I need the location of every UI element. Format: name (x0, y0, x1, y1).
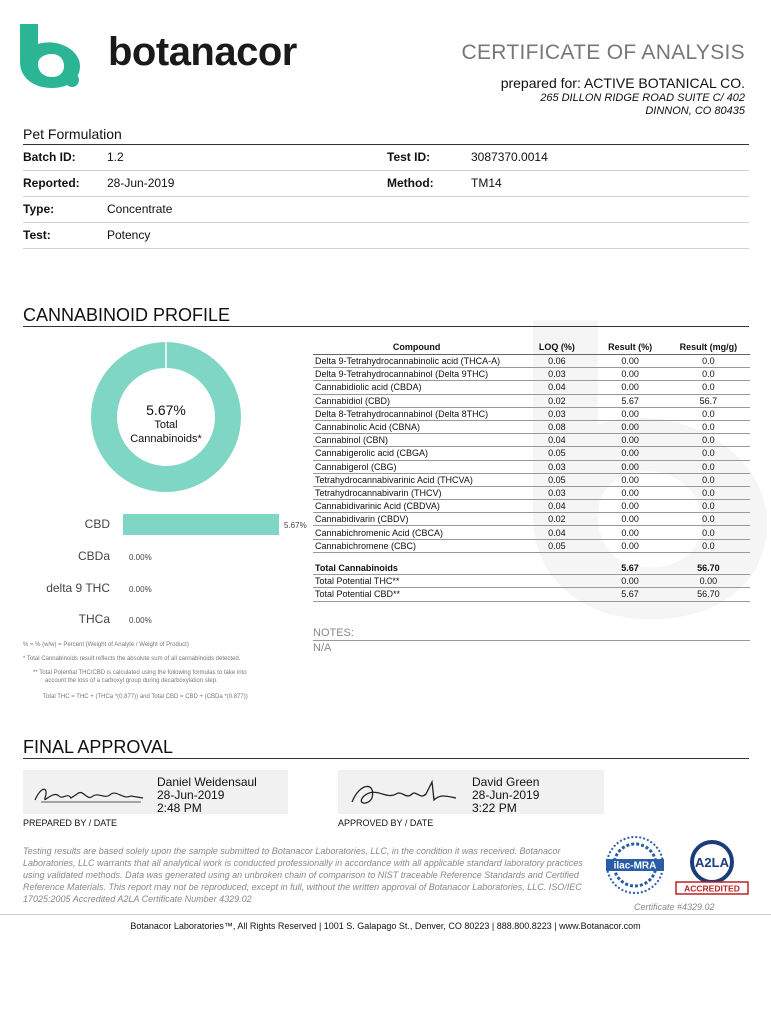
bar-value-label: 0.00% (129, 585, 152, 594)
bar-cbd (123, 514, 279, 535)
document-title: CERTIFICATE OF ANALYSIS (461, 41, 745, 64)
ilac-text: ilac-MRA (613, 860, 657, 872)
bar-value-label: 0.00% (129, 553, 152, 562)
approval-title: FINAL APPROVAL (23, 737, 174, 757)
total-result-pct-cell: 5.67 (593, 588, 666, 601)
result-pct-cell: 0.00 (594, 526, 667, 539)
result-mg-cell: 0.0 (667, 500, 750, 513)
compound-cell: Cannabigerol (CBG) (313, 460, 520, 473)
approved-signature-box (338, 770, 604, 814)
table-row (313, 513, 750, 526)
loq-cell: 0.05 (520, 447, 593, 460)
loq-cell: 0.03 (520, 407, 593, 420)
type-value: Concentrate (107, 202, 173, 216)
total-compound-cell: Total Cannabinoids (313, 562, 520, 575)
loq-cell: 0.03 (520, 368, 593, 381)
total-loq-cell (520, 588, 593, 601)
profile-title: CANNABINOID PROFILE (23, 305, 231, 325)
result-mg-cell: 0.0 (667, 486, 750, 499)
result-pct-cell: 0.00 (594, 420, 667, 433)
result-pct-cell: 0.00 (594, 500, 667, 513)
compound-cell: Cannabichromenic Acid (CBCA) (313, 526, 520, 539)
total-compound-cell: Total Potential THC** (313, 575, 520, 588)
col-header-loq: LOQ (%) (520, 339, 593, 355)
table-row (313, 460, 750, 473)
batch-label: Batch ID: (23, 150, 76, 164)
loq-cell: 0.04 (520, 500, 593, 513)
bar-value-label: 5.67% (284, 521, 307, 530)
result-mg-cell: 56.7 (667, 394, 750, 407)
result-pct-cell: 0.00 (594, 381, 667, 394)
donut-label-line1: Total (154, 419, 178, 431)
address-line1: 265 DILLON RIDGE ROAD SUITE C/ 402 (540, 92, 745, 104)
result-mg-cell: 0.0 (667, 539, 750, 552)
loq-cell: 0.06 (520, 355, 593, 368)
result-mg-cell: 0.0 (667, 368, 750, 381)
col-header-result-mg: Result (mg/g) (667, 339, 750, 355)
result-pct-cell: 0.00 (594, 407, 667, 420)
totals-row (313, 575, 750, 588)
prepared-by-date: 28-Jun-2019 (157, 788, 225, 802)
total-result-mg-cell: 56.70 (667, 562, 750, 575)
disclaimer-text: Testing results are based solely upon the sample submitted to Botanacor Laboratories, LLC, in the condition it was received. Botanacor Laboratories, LLC warrants that all analytical work is conducted professionally in accordance with all applicable standard laboratory practices using validated methods. Data was generated using an unbroken chain of comparison to NIST traceable Reference Standards and Certified Reference Materials. This report may not be reproduced, except in full, without the written approval of Botanacor Laboratories, LLC. ISO/IEC 17025:2005 Accredited A2LA Certificate Number 4329.02 (23, 846, 583, 904)
loq-cell: 0.04 (520, 434, 593, 447)
total-result-pct-cell: 0.00 (593, 575, 666, 588)
totals-row (313, 588, 750, 601)
info-row-reported (23, 170, 749, 197)
result-mg-cell: 0.0 (667, 407, 750, 420)
compound-cell: Delta 8-Tetrahydrocannabinol (Delta 8THC) (313, 407, 520, 420)
table-row (313, 486, 750, 499)
compound-cell: Cannabidiol (CBD) (313, 394, 520, 407)
accredited-text: ACCREDITED (684, 883, 740, 894)
notes-value: N/A (313, 642, 332, 654)
approved-by-time: 3:22 PM (472, 801, 517, 815)
divider (23, 758, 749, 759)
bar-category-label: delta 9 THC (46, 581, 110, 595)
result-mg-cell: 0.0 (667, 420, 750, 433)
method-label: Method: (387, 176, 434, 190)
footer-text: Botanacor Laboratories™, All Rights Reserved | 1001 S. Galapago St., Denver, CO 80223 | 888.800.8223 | www.Botanacor.com (130, 921, 641, 931)
donut-percent: 5.67% (146, 402, 186, 418)
test-id-value: 3087370.0014 (471, 150, 548, 164)
table-row (313, 500, 750, 513)
result-mg-cell: 0.0 (667, 355, 750, 368)
table-row (313, 420, 750, 433)
notes-label: NOTES: (313, 627, 354, 639)
compound-cell: Delta 9-Tetrahydrocannabinol (Delta 9THC) (313, 368, 520, 381)
col-header-result-pct: Result (%) (594, 339, 667, 355)
compound-cell: Cannabinolic Acid (CBNA) (313, 420, 520, 433)
reported-value: 28-Jun-2019 (107, 176, 175, 190)
method-value: TM14 (471, 176, 502, 190)
info-row-test (23, 222, 749, 249)
approved-by-date: 28-Jun-2019 (472, 788, 540, 802)
compound-cell: Delta 9-Tetrahydrocannabinolic acid (THCA-A) (313, 355, 520, 368)
compound-cell: Cannabinol (CBN) (313, 434, 520, 447)
result-mg-cell: 0.0 (667, 473, 750, 486)
compound-cell: Cannabichromene (CBC) (313, 539, 520, 552)
compound-cell: Cannabigerolic acid (CBGA) (313, 447, 520, 460)
result-mg-cell: 0.0 (667, 526, 750, 539)
result-pct-cell: 0.00 (594, 460, 667, 473)
test-value: Potency (107, 228, 151, 242)
bar-category-label: CBD (84, 517, 110, 531)
loq-cell: 0.04 (520, 381, 593, 394)
info-row-batch (23, 144, 749, 171)
loq-cell: 0.02 (520, 394, 593, 407)
bar-category-label: CBDa (77, 549, 110, 563)
bar-category-label: THCa (78, 612, 110, 626)
total-result-mg-cell: 0.00 (667, 575, 750, 588)
compound-cell: Cannabidivarinic Acid (CBDVA) (313, 500, 520, 513)
result-pct-cell: 5.67 (594, 394, 667, 407)
approved-by-name: David Green (472, 775, 540, 789)
address-line2: DINNON, CO 80435 (645, 105, 745, 117)
donut-label-line2: Cannabinoids* (130, 433, 202, 445)
reported-label: Reported: (23, 176, 80, 190)
table-row (313, 447, 750, 460)
cannabinoid-table (313, 339, 750, 553)
footnote-percent: % = % (w/w) = Percent (Weight of Analyte / Weight of Product) (23, 642, 189, 648)
footnote-total: * Total Cannabinoids result reflects the absolute sum of all cannabinoids detected. (23, 656, 241, 662)
result-mg-cell: 0.0 (667, 460, 750, 473)
table-row (313, 526, 750, 539)
certificate-number: Certificate #4329.02 (634, 902, 715, 912)
loq-cell: 0.03 (520, 486, 593, 499)
prepared-by-name: Daniel Weidensaul (157, 775, 257, 789)
totals-row (313, 562, 750, 575)
total-result-pct-cell: 5.67 (593, 562, 666, 575)
ilac-mra-logo (600, 835, 670, 895)
compound-cell: Tetrahydrocannabivarin (THCV) (313, 486, 520, 499)
compound-cell: Cannabidiolic acid (CBDA) (313, 381, 520, 394)
prepared-for: prepared for: ACTIVE BOTANICAL CO. (500, 75, 745, 91)
loq-cell: 0.02 (520, 513, 593, 526)
totals-table (313, 562, 750, 602)
prepared-by-time: 2:48 PM (157, 801, 202, 815)
compound-cell: Cannabidivarin (CBDV) (313, 513, 520, 526)
a2la-accredited-logo (675, 840, 749, 898)
loq-cell: 0.04 (520, 526, 593, 539)
divider (313, 640, 750, 641)
result-pct-cell: 0.00 (594, 473, 667, 486)
footnote-formula: Total THC = THC + (THCa *(0.877)) and Total CBD = CBD + (CBDa *(0.877)) (43, 694, 248, 700)
table-row (313, 539, 750, 552)
total-loq-cell (520, 575, 593, 588)
total-loq-cell (520, 562, 593, 575)
result-pct-cell: 0.00 (594, 486, 667, 499)
result-pct-cell: 0.00 (594, 447, 667, 460)
result-pct-cell: 0.00 (594, 434, 667, 447)
result-mg-cell: 0.0 (667, 513, 750, 526)
table-row (313, 394, 750, 407)
brand-name: botanacor (108, 30, 297, 74)
table-row (313, 381, 750, 394)
result-mg-cell: 0.0 (667, 447, 750, 460)
divider (0, 914, 771, 915)
batch-value: 1.2 (107, 150, 124, 164)
footnote-potential-a: ** Total Potential THC/CBD is calculated using the following formulas to take into (33, 670, 247, 676)
signature-image (31, 780, 151, 810)
result-mg-cell: 0.0 (667, 434, 750, 447)
type-label: Type: (23, 202, 55, 216)
table-row (313, 355, 750, 368)
table-row (313, 407, 750, 420)
loq-cell: 0.08 (520, 420, 593, 433)
result-pct-cell: 0.00 (594, 355, 667, 368)
compound-cell: Tetrahydrocannabivarinic Acid (THCVA) (313, 473, 520, 486)
info-row-type (23, 196, 749, 223)
bar-value-label: 0.00% (129, 616, 152, 625)
total-compound-cell: Total Potential CBD** (313, 588, 520, 601)
table-row (313, 368, 750, 381)
test-label: Test: (23, 228, 51, 242)
formulation-name: Pet Formulation (23, 126, 122, 142)
prepared-by-caption: PREPARED BY / DATE (23, 818, 118, 828)
total-result-mg-cell: 56.70 (667, 588, 750, 601)
col-header-compound: Compound (313, 339, 520, 355)
divider (23, 326, 749, 327)
test-id-label: Test ID: (387, 150, 431, 164)
table-row (313, 473, 750, 486)
loq-cell: 0.05 (520, 473, 593, 486)
footnote-potential-b: account the loss of a carboxyl group during decarboxylation step. (45, 678, 218, 684)
result-mg-cell: 0.0 (667, 381, 750, 394)
loq-cell: 0.03 (520, 460, 593, 473)
a2la-text: A2LA (695, 855, 729, 870)
table-row (313, 434, 750, 447)
result-pct-cell: 0.00 (594, 513, 667, 526)
loq-cell: 0.05 (520, 539, 593, 552)
botanacor-logo-icon (18, 22, 84, 88)
result-pct-cell: 0.00 (594, 368, 667, 381)
result-pct-cell: 0.00 (594, 539, 667, 552)
signature-image (346, 774, 466, 810)
approved-by-caption: APPROVED BY / DATE (338, 818, 434, 828)
